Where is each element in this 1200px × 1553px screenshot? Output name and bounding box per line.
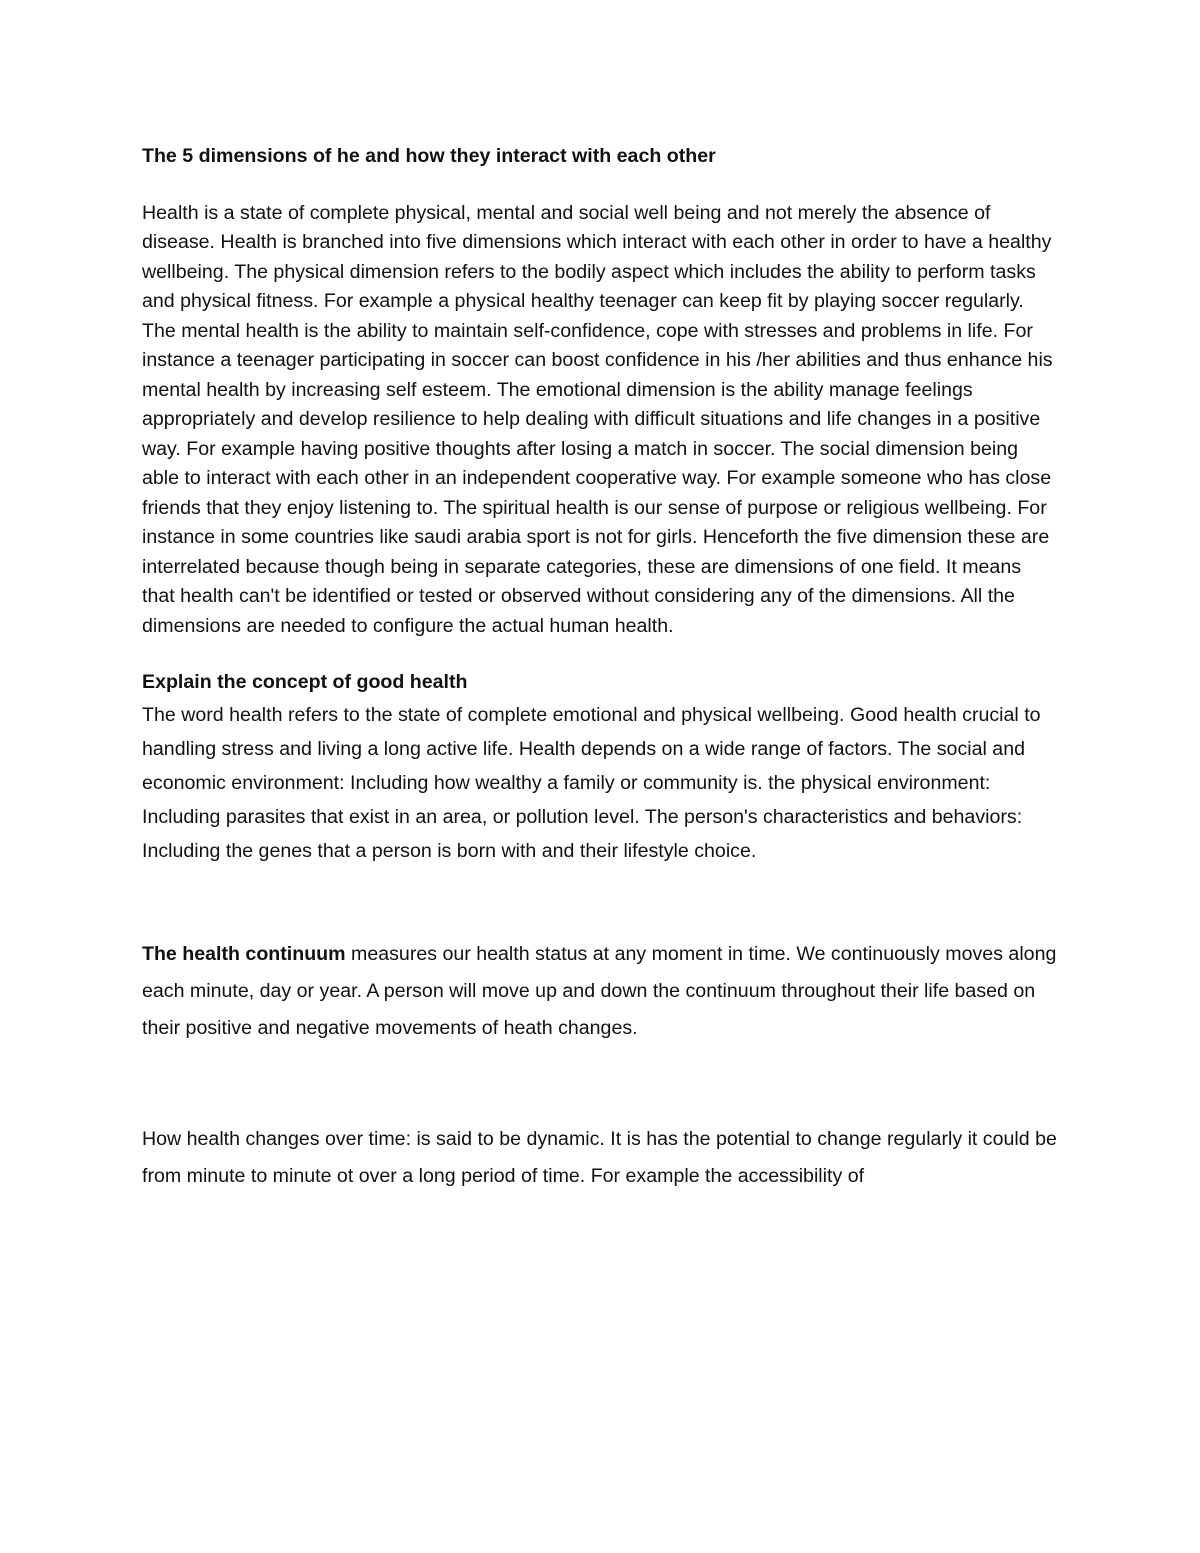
spacer xyxy=(142,868,1058,936)
paragraph-health-changes: How health changes over time: is said to be dynamic. It is has the potential to change regularly it could be from minute to minute ot over a long period of time. For example the accessibility of xyxy=(142,1127,1057,1187)
term-health-continuum: The health continuum xyxy=(142,942,346,965)
paragraph-five-dimensions: Health is a state of complete physical, mental and social well being and not merely the absence of disease. Health is branched into five dimensions which interact with each other in order to have a healthy wellbeing. The physical dimension refers to the bodily aspect which includes the ability to perform tasks and physical fitness. For example a physical healthy teenager can keep fit by playing soccer regularly. The mental health is the ability to maintain self-confidence, cope with stresses and problems in life. For instance a teenager participating in soccer can boost confidence in his /her abilities and thus enhance his mental health by increasing self esteem. The emotional dimension is the ability manage feelings appropriately and develop resilience to help dealing with difficult situations and life changes in a positive way. For example having positive thoughts after losing a match in soccer. The social dimension being able to interact with each other in an independent cooperative way. For example someone who has close friends that they enjoy listening to. The spiritual health is our sense of purpose or religious wellbeing. For instance in some countries like saudi arabia sport is not for girls. Henceforth the five dimension these are interrelated because though being in separate categories, these are dimensions of one field. It means that health can't be identified or tested or observed without considering any of the dimensions. All the dimensions are needed to configure the actual human health. xyxy=(142,201,1053,637)
document-content xyxy=(142,142,1058,1195)
spacer xyxy=(142,1047,1058,1121)
paragraph-good-health: The word health refers to the state of complete emotional and physical wellbeing. Good health crucial to handling stress and living a long active life. Health depends on a wide range of factors. The social and economic environment: Including how wealthy a family or community is. the physical environment: Including parasites that exist in an area, or pollution level. The person's characteristics and behaviors: Including the genes that a person is born with and their lifestyle choice. xyxy=(142,703,1041,862)
heading-good-health: Explain the concept of good health xyxy=(142,671,468,693)
paragraph-health-continuum-text: measures our health status at any moment in time. We continuously moves along each minute, day or year. A person will move up and down the continuum throughout their life based on their positive and negative movements of heath changes. xyxy=(142,942,1057,1039)
spacer xyxy=(142,641,1058,668)
paragraph-health-continuum xyxy=(142,936,1058,1047)
heading-five-dimensions: The 5 dimensions of he and how they interact with each other xyxy=(142,145,716,167)
